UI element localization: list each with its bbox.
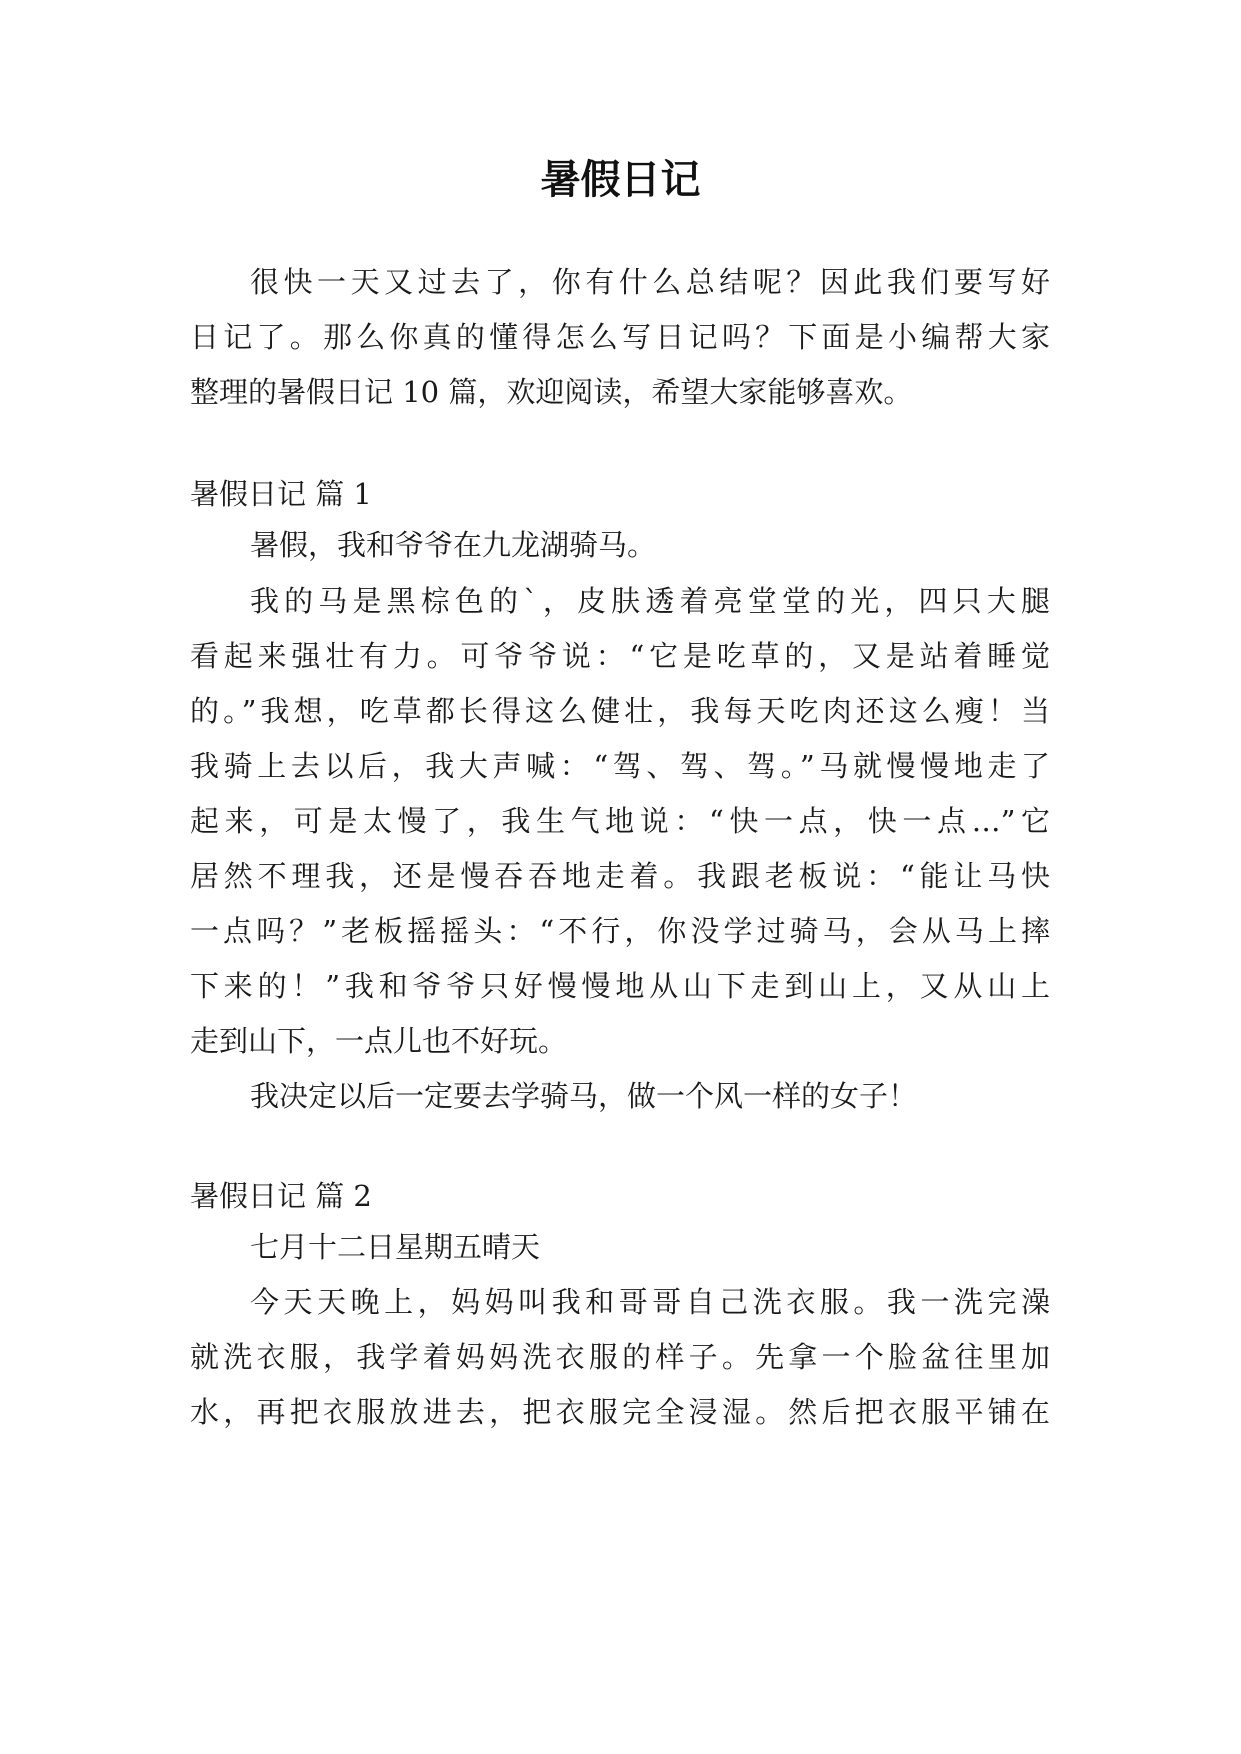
entry-line: 走到山下，一点儿也不好玩。 [190, 1024, 568, 1058]
entry-line: 看起来强壮有力。可爷爷说：“它是吃草的，又是站着睡觉 [190, 639, 1050, 673]
entry-line: 七月十二日星期五晴天 [250, 1230, 541, 1264]
intro-line: 整理的暑假日记 10 篇，欢迎阅读，希望大家能够喜欢。 [190, 375, 913, 409]
entry-line: 起来，可是太慢了，我生气地说：“快一点，快一点…”它 [190, 804, 1050, 838]
entry-line: 今天天晚上，妈妈叫我和哥哥自己洗衣服。我一洗完澡 [250, 1285, 1050, 1319]
entry-line: 水，再把衣服放进去，把衣服完全浸湿。然后把衣服平铺在 [190, 1395, 1050, 1429]
entry-heading: 暑假日记 篇 2 [190, 1179, 372, 1213]
entry-line: 下来的！”我和爷爷只好慢慢地从山下走到山上，又从山上 [190, 969, 1050, 1003]
entry-line: 我的马是黑棕色的`，皮肤透着亮堂堂的光，四只大腿 [250, 584, 1050, 618]
intro-line: 很快一天又过去了，你有什么总结呢？因此我们要写好 [250, 265, 1050, 299]
document-title: 暑假日记 [540, 157, 701, 203]
entry-line: 暑假，我和爷爷在九龙湖骑马。 [250, 528, 657, 562]
entry-line: 居然不理我，还是慢吞吞地走着。我跟老板说：“能让马快 [190, 859, 1050, 893]
entry-line: 就洗衣服，我学着妈妈洗衣服的样子。先拿一个脸盆往里加 [190, 1340, 1050, 1374]
entry-line: 一点吗？”老板摇摇头：“不行，你没学过骑马，会从马上摔 [190, 914, 1050, 948]
entry-line: 我决定以后一定要去学骑马，做一个风一样的女子！ [250, 1079, 918, 1113]
entry-line: 我骑上去以后，我大声喊：“驾、驾、驾。”马就慢慢地走了 [190, 749, 1050, 783]
entry-heading: 暑假日记 篇 1 [190, 477, 372, 511]
entry-line: 的。”我想，吃草都长得这么健壮，我每天吃肉还这么瘦！当 [190, 694, 1050, 728]
intro-line: 日记了。那么你真的懂得怎么写日记吗？下面是小编帮大家 [190, 320, 1050, 354]
